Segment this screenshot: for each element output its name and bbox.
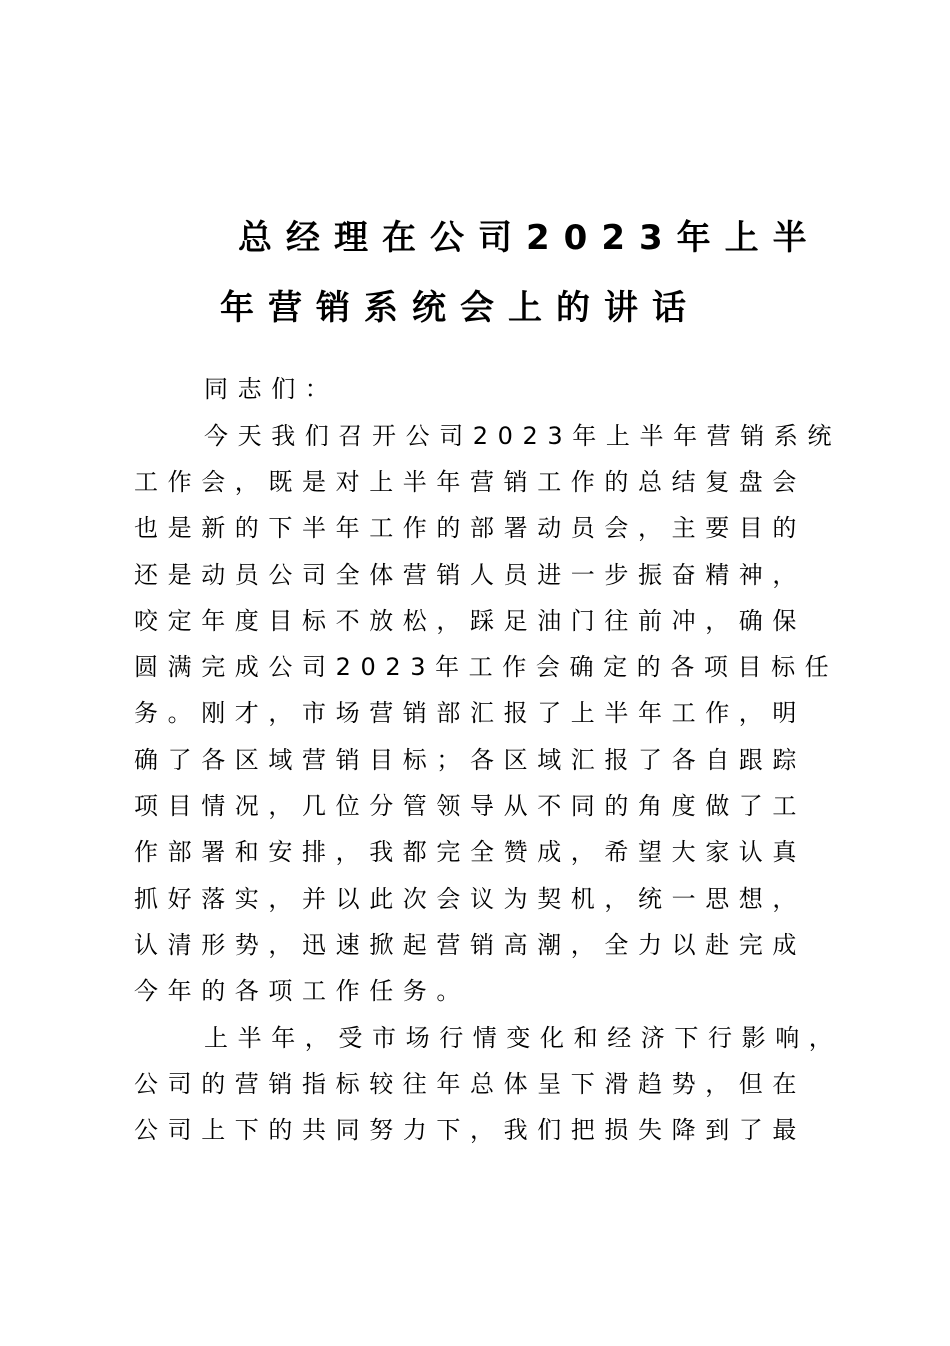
paragraph-2-line: 上半年，受市场行情变化和经济下行影响， bbox=[204, 1024, 843, 1052]
document-title-line-1: 总经理在公司2023年上半 bbox=[238, 218, 821, 258]
paragraph-1-line: 圆满完成公司2023年工作会确定的各项目标任 bbox=[134, 653, 839, 681]
paragraph-1-line: 务。刚才，市场营销部汇报了上半年工作，明 bbox=[134, 699, 806, 727]
paragraph-1-line: 作部署和安排，我都完全赞成，希望大家认真 bbox=[134, 838, 806, 866]
paragraph-1-line: 今年的各项工作任务。 bbox=[134, 977, 470, 1005]
paragraph-1-line: 还是动员公司全体营销人员进一步振奋精神， bbox=[134, 561, 806, 589]
paragraph-1-line: 工作会，既是对上半年营销工作的总结复盘会 bbox=[134, 468, 806, 496]
paragraph-1-line: 抓好落实，并以此次会议为契机，统一思想， bbox=[134, 885, 806, 913]
paragraph-1-line: 咬定年度目标不放松，踩足油门往前冲，确保 bbox=[134, 607, 806, 635]
salutation: 同志们： bbox=[204, 375, 339, 403]
document-title-line-2: 年营销系统会上的讲话 bbox=[220, 288, 700, 328]
paragraph-2-line: 公司上下的共同努力下，我们把损失降到了最 bbox=[134, 1116, 806, 1144]
paragraph-1-line: 也是新的下半年工作的部署动员会，主要目的 bbox=[134, 514, 806, 542]
paragraph-1-line: 今天我们召开公司2023年上半年营销系统 bbox=[204, 422, 842, 450]
paragraph-2-line: 公司的营销指标较往年总体呈下滑趋势，但在 bbox=[134, 1070, 806, 1098]
paragraph-1-line: 确了各区域营销目标；各区域汇报了各自跟踪 bbox=[134, 746, 806, 774]
paragraph-1-line: 认清形势，迅速掀起营销高潮，全力以赴完成 bbox=[134, 931, 806, 959]
paragraph-1-line: 项目情况，几位分管领导从不同的角度做了工 bbox=[134, 792, 806, 820]
